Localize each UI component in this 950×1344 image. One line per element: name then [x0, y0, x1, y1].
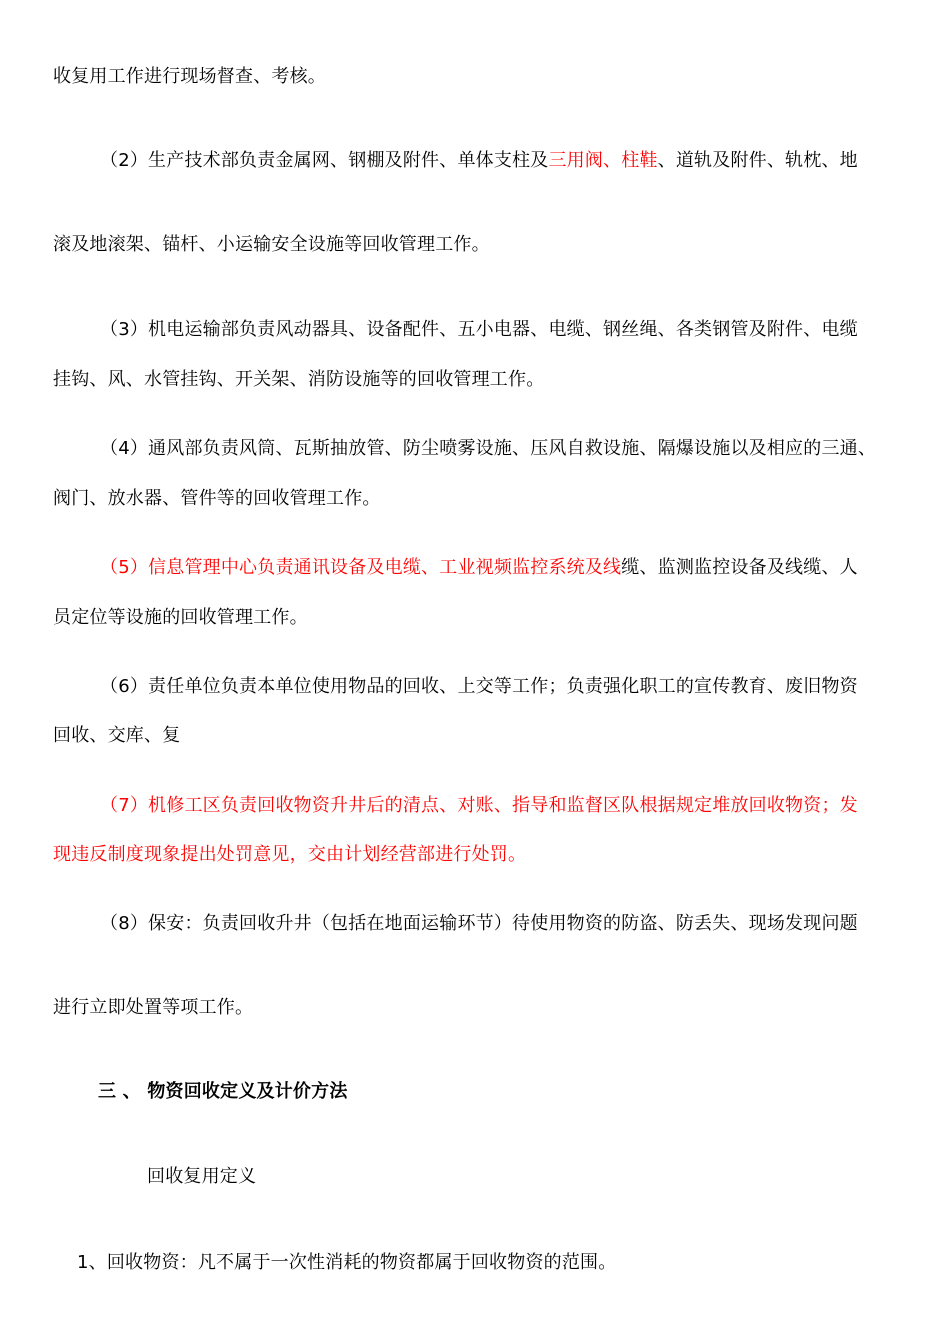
- paragraph-4-line-2: 阀门、放水器、管件等的回收管理工作。: [53, 488, 381, 509]
- paragraph-2-text-a: （2）生产技术部负责金属网、钢棚及附件、单体支柱及: [100, 150, 549, 171]
- paragraph-5-highlight: （5）信息管理中心负责通讯设备及电缆、工业视频监控系统及线: [100, 557, 622, 578]
- paragraph-2-highlight: 三用阀、柱鞋: [548, 150, 658, 171]
- item-1: 1、回收物资：凡不属于一次性消耗的物资都属于回收物资的范围。: [77, 1252, 617, 1273]
- paragraph-6-line-1: （6）责任单位负责本单位使用物品的回收、上交等工作；负责强化职工的宣传教育、废旧物资: [100, 676, 858, 697]
- paragraph-2-line-1: [100, 148, 900, 174]
- intro-tail-line: 收复用工作进行现场督查、考核。: [53, 66, 326, 87]
- paragraph-3-line-1: （3）机电运输部负责风动器具、设备配件、五小电器、电缆、钢丝绳、各类钢管及附件、电缆: [100, 319, 858, 340]
- paragraph-7-line-2: 现违反制度现象提出处罚意见，交由计划经营部进行处罚。: [53, 844, 527, 865]
- paragraph-4-line-1: （4）通风部负责风筒、瓦斯抽放管、防尘喷雾设施、压风自救设施、隔爆设施以及相应的三通、: [100, 438, 877, 459]
- paragraph-3-line-2: 挂钩、风、水管挂钩、开关架、消防设施等的回收管理工作。: [53, 369, 545, 390]
- section-heading: 三 、 物资回收定义及计价方法: [98, 1081, 348, 1102]
- paragraph-7-line-1: （7）机修工区负责回收物资升井后的清点、对账、指导和监督区队根据规定堆放回收物资；发: [100, 795, 858, 816]
- paragraph-8-line-2: 进行立即处置等项工作。: [53, 997, 254, 1018]
- paragraph-2-text-b: 、道轨及附件、轨枕、地: [657, 150, 858, 171]
- subheading: 回收复用定义: [147, 1166, 257, 1187]
- paragraph-2-line-2: 滚及地滚架、锚杆、小运输安全设施等回收管理工作。: [53, 234, 490, 255]
- paragraph-6-line-2: 回收、交库、复: [53, 725, 181, 746]
- paragraph-8-line-1: （8）保安：负责回收升井（包括在地面运输环节）待使用物资的防盗、防丢失、现场发现问题: [100, 913, 858, 934]
- paragraph-5-line-2: 员定位等设施的回收管理工作。: [53, 607, 308, 628]
- paragraph-5-line-1: [100, 555, 900, 581]
- paragraph-5-text-a: 缆、监测监控设备及线缆、人: [621, 557, 858, 578]
